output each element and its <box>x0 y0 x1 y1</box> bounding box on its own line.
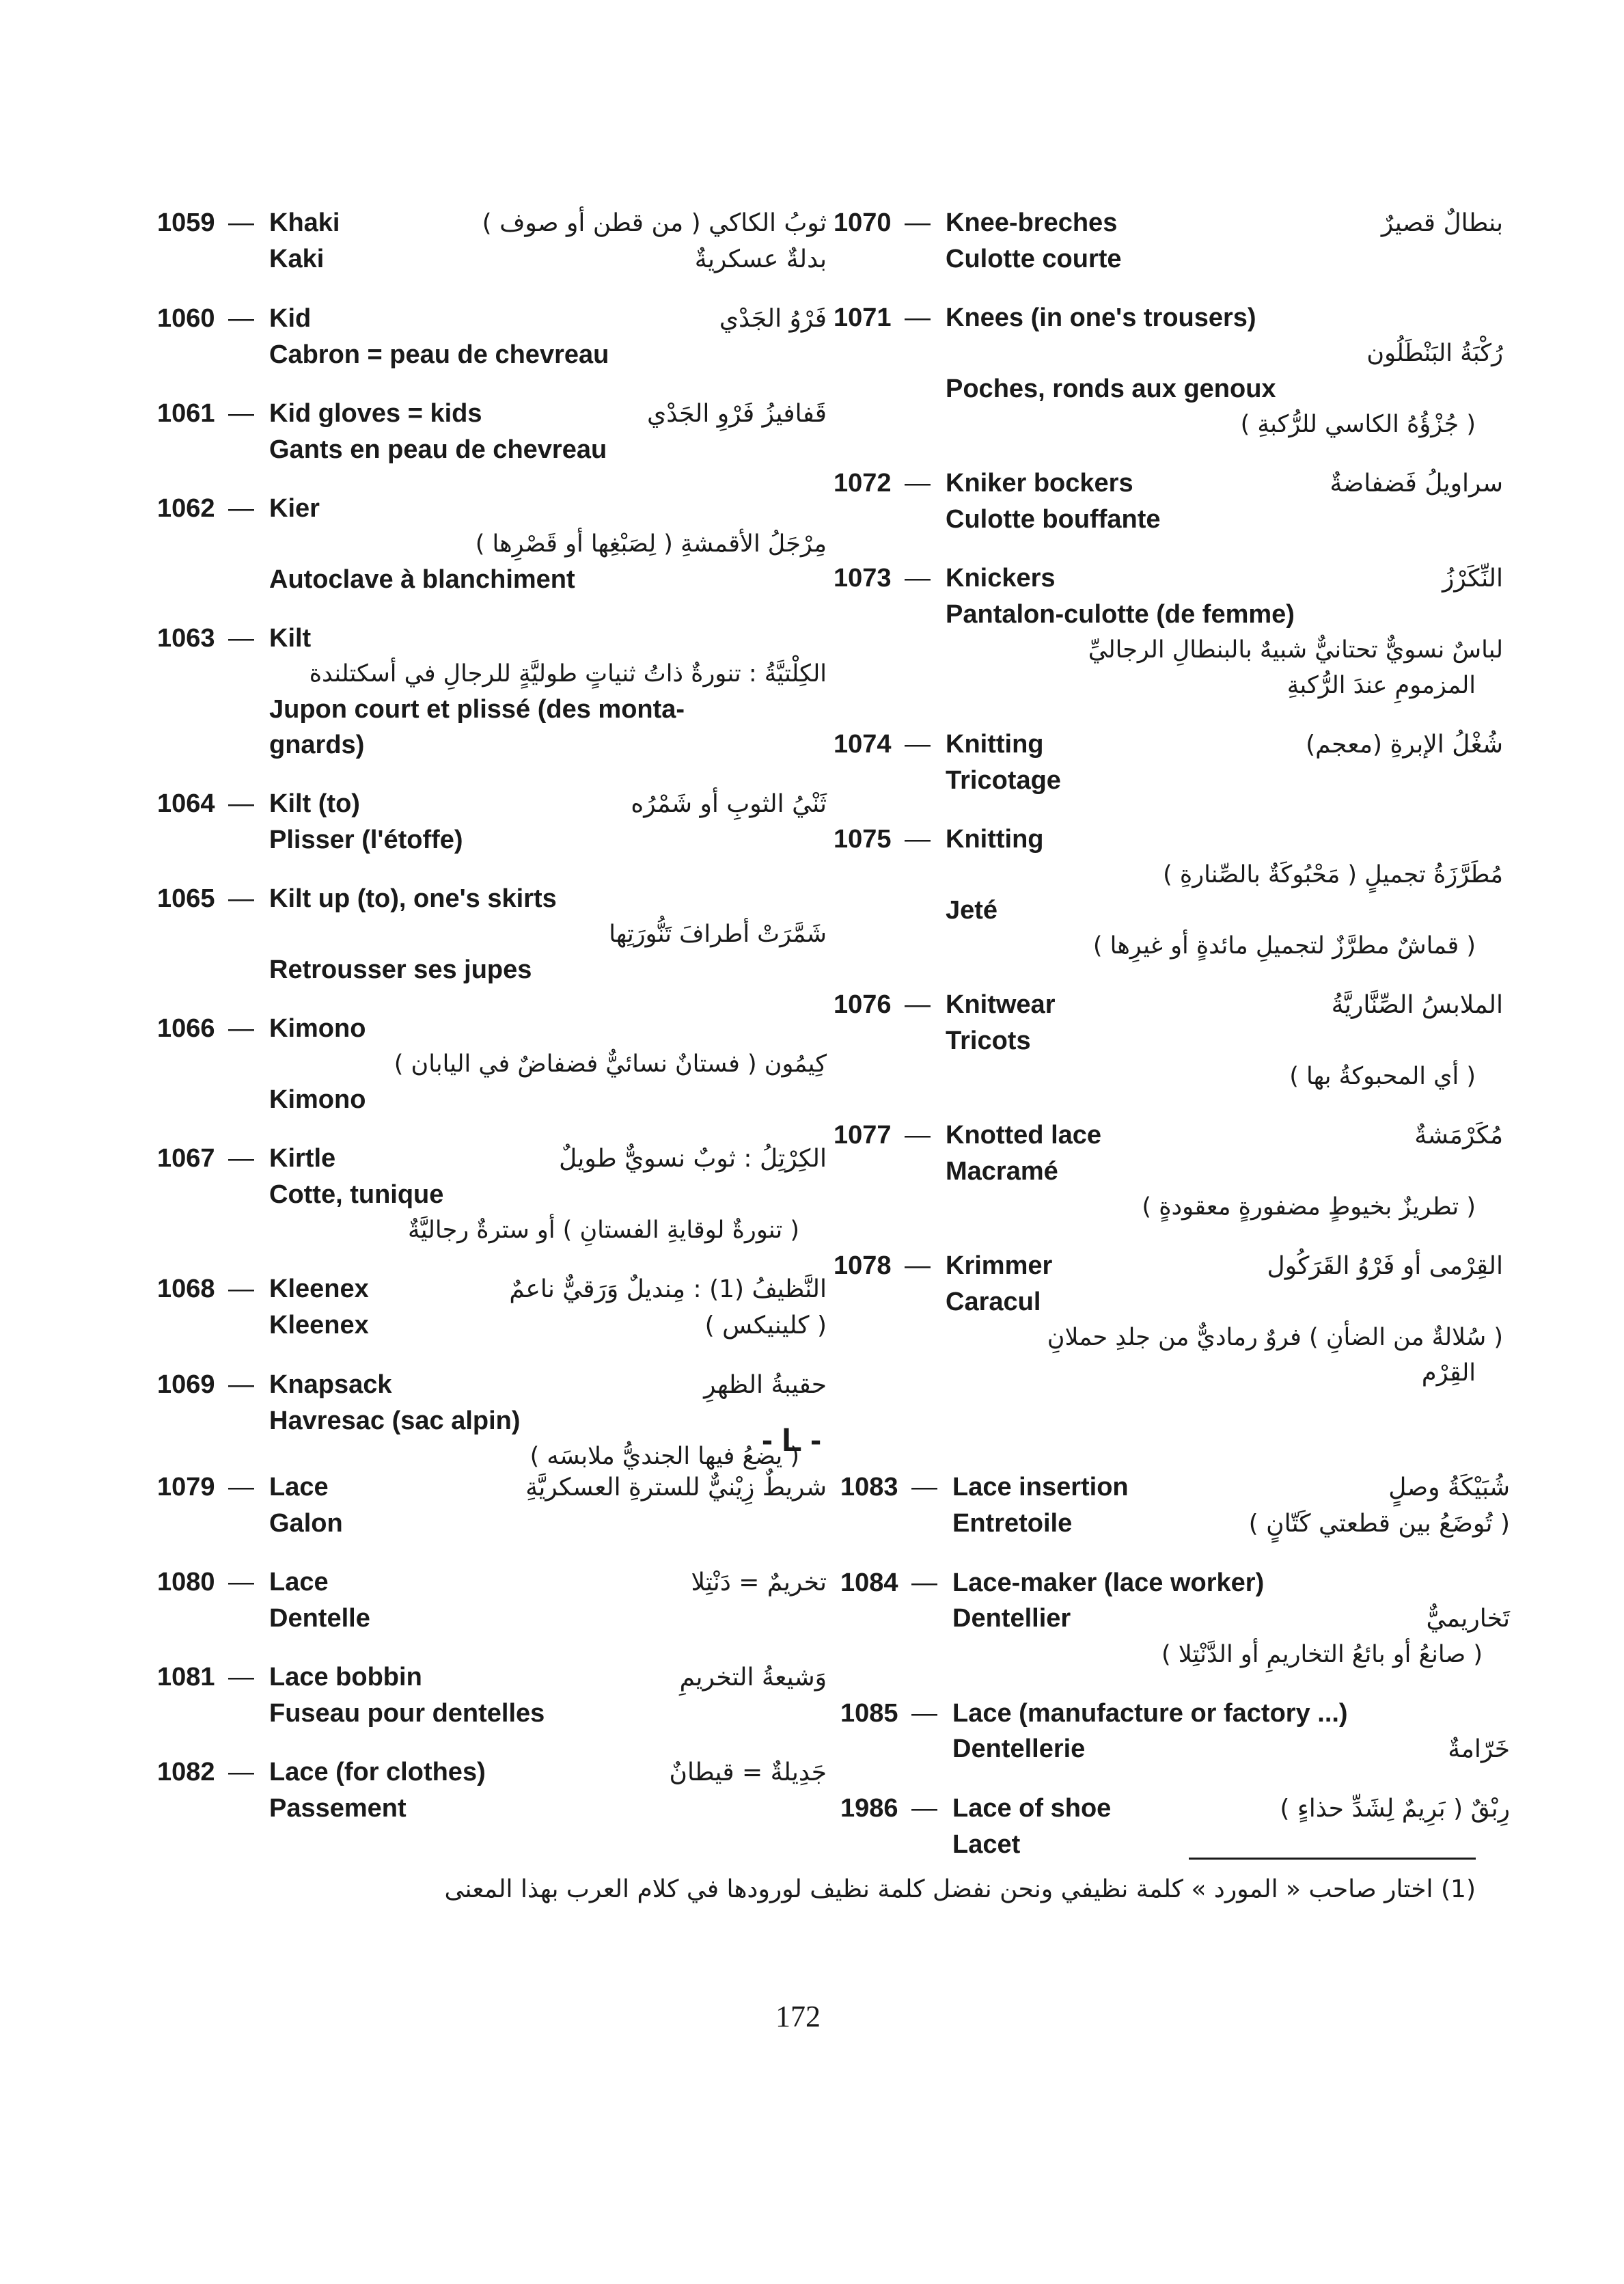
l-left-column <box>157 1469 827 1849</box>
entry-number: 1070 <box>834 208 892 237</box>
entry-number: 1077 <box>834 1121 892 1150</box>
french-term: Culotte courte <box>946 245 1122 273</box>
arabic-term: مِرْجَلُ الأقمشةِ ( لِصَبْغِها أو قَصْرِها ) <box>475 530 827 558</box>
french-term-cont: gnards) <box>269 731 365 759</box>
french-term: Dentellier <box>952 1604 1071 1633</box>
french-term: Lacet <box>952 1830 1021 1859</box>
entry-number: 1986 <box>840 1794 898 1823</box>
french-term: Passement <box>269 1794 407 1823</box>
english-term: Lace insertion <box>952 1473 1129 1501</box>
french-term: Havresac (sac alpin) <box>269 1406 521 1435</box>
arabic-term: الملابسُ الصِّنَّاريَّةُ <box>1331 991 1503 1019</box>
french-term: Jeté <box>946 896 998 925</box>
arabic-term: جَدِيلةٌ = قيطانٌ <box>669 1758 827 1786</box>
entry-1986: 1986 — Lace of shoe رِبْقٌ ( بَرِيمٌ لِشَدِّ حذاءٍ ) Lacet <box>840 1791 1510 1862</box>
entry-number: 1062 <box>157 494 215 523</box>
entry-1066: 1066 — Kimono كِيمُون ( فستانٌ نسائيٌّ فضفاضٌ في اليابان ) Kimono <box>157 1011 827 1117</box>
english-term: Lace (manufacture or factory ...) <box>952 1699 1348 1728</box>
english-term: Knitting <box>946 825 1044 854</box>
french-term: Kaki <box>269 245 325 273</box>
english-term: Kid gloves = kids <box>269 399 482 428</box>
french-term: Plisser (l'étoffe) <box>269 826 463 854</box>
entry-number: 1060 <box>157 304 215 333</box>
arabic-term: شُبَيْكَةُ وصلٍ <box>1388 1473 1510 1501</box>
right-column <box>834 205 1503 1414</box>
entry-1062: 1062 — Kier مِرْجَلُ الأقمشةِ ( لِصَبْغِها أو قَصْرِها ) Autoclave à blanchiment <box>157 491 827 597</box>
arabic-gloss-2: القِرْم <box>1421 1359 1476 1387</box>
entry-1075: 1075 — Knitting مُطَرَّزَةُ تجميلٍ ( مَحْبُوكَةٌ بالصِّنارةِ ) Jeté ( قماشٌ مطرَّزٌ لتجميلِ مائدةٍ أو غيرِها ) <box>834 821 1503 964</box>
english-term: Knickers <box>946 564 1056 593</box>
english-term: Knees (in one's trousers) <box>946 303 1256 332</box>
arabic-term: النِّكَرْزُ <box>1442 565 1503 593</box>
entry-1070: 1070 — Knee-breches بنطالٌ قصيرٌ Culotte courte <box>834 205 1503 277</box>
arabic-term: القِرْمى أو فَرْوُ القَرَكُول <box>1267 1252 1503 1280</box>
french-term: Dentellerie <box>952 1735 1086 1763</box>
entry-1061: 1061 — Kid gloves = kids قَفافيزُ فَرْوِ الجَدْي Gants en peau de chevreau <box>157 396 827 467</box>
french-term: Jupon court et plissé (des monta- <box>269 695 685 724</box>
english-term: Kirtle <box>269 1144 336 1173</box>
arabic-gloss: ( صانعُ أو بائعُ التخاريمِ أو الدَّنْتِلا ) <box>1161 1641 1483 1668</box>
entry-number: 1079 <box>157 1473 215 1501</box>
arabic-term: فَرْوُ الجَدْي <box>719 305 827 333</box>
entry-1078: 1078 — Krimmer القِرْمى أو فَرْوُ القَرَكُول Caracul ( سُلالةٌ من الضأنِ ) فروٌ رماديٌّ من جلدِ حملانِ القِرْم <box>834 1248 1503 1391</box>
arabic-term-2: ( كلينيكس ) <box>704 1311 827 1340</box>
french-term: Pantalon-culotte (de femme) <box>946 600 1295 629</box>
arabic-term: الكِرْتِلُ : ثوبٌ نسويٌّ طويلٌ <box>559 1145 827 1173</box>
arabic-term: مُكَرْمَشةٌ <box>1414 1121 1503 1150</box>
english-term: Kleenex <box>269 1275 369 1303</box>
english-term: Kniker bockers <box>946 469 1133 498</box>
english-term: Kier <box>269 494 320 523</box>
footnote-divider <box>1189 1858 1476 1860</box>
english-term: Lace-maker (lace worker) <box>952 1568 1265 1597</box>
arabic-term: وَشيعةُ التخريمِ <box>679 1663 827 1691</box>
french-term: Galon <box>269 1509 343 1538</box>
english-term: Kid <box>269 304 312 333</box>
entry-number: 1083 <box>840 1473 898 1501</box>
arabic-gloss-2: المزمومِ عندَ الرُّكبةِ <box>1286 672 1476 699</box>
entry-number: 1072 <box>834 469 892 498</box>
entry-number: 1065 <box>157 884 215 913</box>
entry-1073: 1073 — Knickers النِّكَرْزُ Pantalon-culotte (de femme) لباسٌ نسويٌّ تحتانيٌّ شبيهٌ بالبنطالِ الرجاليِّ المزمومِ عندَ الرُّكبةِ <box>834 560 1503 703</box>
left-column <box>157 205 827 1497</box>
english-term: Kimono <box>269 1014 366 1043</box>
section-letter: - L - <box>762 1422 822 1458</box>
footnote: (1) اختار صاحب « المورد » كلمة نظيفي ونحن نفضل كلمة نظيف لورودها في كلام العرب بهذا المعنى <box>444 1875 1476 1903</box>
entry-number: 1066 <box>157 1014 215 1043</box>
french-term: Caracul <box>946 1288 1041 1316</box>
arabic-gloss: ( قماشٌ مطرَّزٌ لتجميلِ مائدةٍ أو غيرِها ) <box>1092 932 1476 960</box>
arabic-term-2: بدلةٌ عسكريةٌ <box>694 245 827 273</box>
entry-1085: 1085 — Lace (manufacture or factory ...) Dentellerie خَرّامةٌ <box>840 1696 1510 1767</box>
french-term: Retrousser ses jupes <box>269 955 532 984</box>
arabic-term: شَمَّرَتْ أطرافَ تَنُّورَتِها <box>609 921 827 948</box>
french-term: Entretoile <box>952 1509 1073 1538</box>
arabic-term: تخريمٌ = دَنْتِلا <box>691 1568 827 1596</box>
english-term: Krimmer <box>946 1251 1053 1280</box>
entry-number: 1068 <box>157 1275 215 1303</box>
entry-number: 1080 <box>157 1568 215 1596</box>
french-term: Tricots <box>946 1027 1031 1055</box>
french-term: Gants en peau de chevreau <box>269 435 607 464</box>
arabic-term: سراويلُ فَضفاضةٌ <box>1330 470 1503 498</box>
arabic-gloss: ( سُلالةٌ من الضأنِ ) فروٌ رماديٌّ من جلدِ حملانِ <box>1047 1324 1503 1351</box>
arabic-term: ثوبُ الكاكي ( من قطن أو صوف ) <box>482 209 827 237</box>
english-term: Lace <box>269 1568 329 1596</box>
arabic-term: النَّظيفُ (1) : مِنديلٌ وَرَقيٌّ ناعمٌ <box>509 1275 827 1303</box>
arabic-gloss: ( تنورةٌ لوقايةِ الفستانِ ) أو سترةٌ رجاليَّةٌ <box>407 1216 799 1244</box>
entry-1081: 1081 — Lace bobbin وَشيعةُ التخريمِ Fuseau pour dentelles <box>157 1659 827 1731</box>
arabic-term: تَخاريميٌّ <box>1426 1605 1510 1633</box>
english-term: Knitting <box>946 730 1044 759</box>
arabic-term: رُكْبَةُ البَنْطَلُون <box>1366 340 1503 367</box>
entry-1065: 1065 — Kilt up (to), one's skirts شَمَّرَتْ أطرافَ تَنُّورَتِها Retrousser ses jupes <box>157 881 827 988</box>
french-term: Dentelle <box>269 1604 370 1633</box>
english-term: Lace bobbin <box>269 1663 422 1691</box>
page-number: 172 <box>775 2000 821 2033</box>
arabic-gloss: لباسٌ نسويٌّ تحتانيٌّ شبيهٌ بالبنطالِ الرجاليِّ <box>1088 636 1503 664</box>
english-term: Knitwear <box>946 990 1056 1019</box>
arabic-gloss: ( يضعُ فيها الجنديُّ ملابسَه ) <box>529 1443 799 1470</box>
entry-number: 1081 <box>157 1663 215 1691</box>
french-term: Fuseau pour dentelles <box>269 1699 545 1728</box>
entry-1063: 1063 — Kilt الكِلْتيَّةُ : تنورةٌ ذاتُ ثنياتٍ طوليَّةٍ للرجالِ في أسكتلندة Jupon court et plissé (des monta- gnards) <box>157 621 827 763</box>
arabic-term: رِبْقٌ ( بَرِيمٌ لِشَدِّ حذاءٍ ) <box>1280 1795 1510 1823</box>
french-term: Cabron = peau de chevreau <box>269 340 609 369</box>
english-term: Knotted lace <box>946 1121 1102 1150</box>
arabic-gloss: ( جُزْؤُهُ الكاسي للرُّكبةِ ) <box>1240 411 1476 438</box>
arabic-gloss: ( أي المحبوكةُ بها ) <box>1289 1063 1476 1090</box>
entry-number: 1064 <box>157 789 215 818</box>
entry-number: 1061 <box>157 399 215 428</box>
french-term: Macramé <box>946 1157 1058 1186</box>
french-term: Poches, ronds aux genoux <box>946 375 1276 403</box>
entry-1071: 1071 — Knees (in one's trousers) رُكْبَةُ البَنْطَلُون Poches, ronds aux genoux ( جُزْؤُهُ الكاسي للرُّكبةِ ) <box>834 300 1503 442</box>
entry-number: 1071 <box>834 303 892 332</box>
entry-1074: 1074 — Knitting شُغْلُ الإبرةِ (معجم) Tricotage <box>834 726 1503 798</box>
entry-number: 1074 <box>834 730 892 759</box>
entry-number: 1069 <box>157 1370 215 1399</box>
french-term: Autoclave à blanchiment <box>269 565 575 594</box>
arabic-term: مُطَرَّزَةُ تجميلٍ ( مَحْبُوكَةٌ بالصِّنارةِ ) <box>1163 861 1503 888</box>
entry-number: 1075 <box>834 825 892 854</box>
english-term: Knapsack <box>269 1370 392 1399</box>
entry-1084: 1084 — Lace-maker (lace worker) Dentellier تَخاريميٌّ ( صانعُ أو بائعُ التخاريمِ أو الدَّنْتِلا ) <box>840 1565 1510 1672</box>
arabic-term: بنطالٌ قصيرٌ <box>1381 209 1503 237</box>
entry-number: 1067 <box>157 1144 215 1173</box>
entry-1069: 1069 — Knapsack حقيبةُ الظهرِ Havresac (sac alpin) ( يضعُ فيها الجنديُّ ملابسَه ) <box>157 1367 827 1474</box>
english-term: Lace (for clothes) <box>269 1758 486 1786</box>
entry-1076: 1076 — Knitwear الملابسُ الصِّنَّاريَّةُ Tricots ( أي المحبوكةُ بها ) <box>834 987 1503 1094</box>
english-term: Knee-breches <box>946 208 1118 237</box>
arabic-gloss: ( تطريزٌ بخيوطٍ مضفورةٍ معقودةٍ ) <box>1142 1193 1476 1221</box>
entry-1080: 1080 — Lace تخريمٌ = دَنْتِلا Dentelle <box>157 1564 827 1636</box>
arabic-term: حقيبةُ الظهرِ <box>704 1371 827 1399</box>
entry-1059: 1059 — Khaki ثوبُ الكاكي ( من قطن أو صوف ) Kaki بدلةٌ عسكريةٌ <box>157 205 827 277</box>
l-right-column <box>840 1469 1510 1886</box>
entry-1068: 1068 — Kleenex النَّظيفُ (1) : مِنديلٌ وَرَقيٌّ ناعمٌ Kleenex ( كلينيكس ) <box>157 1271 827 1344</box>
entry-number: 1082 <box>157 1758 215 1786</box>
entry-number: 1085 <box>840 1699 898 1728</box>
arabic-term: الكِلْتيَّةُ : تنورةٌ ذاتُ ثنياتٍ طوليَّةٍ للرجالِ في أسكتلندة <box>309 660 827 688</box>
entry-1064: 1064 — Kilt (to) ثَنْيُ الثوبِ أو شَمْرُه Plisser (l'étoffe) <box>157 786 827 858</box>
entry-1082: 1082 — Lace (for clothes) جَدِيلةٌ = قيطانٌ Passement <box>157 1754 827 1826</box>
entry-number: 1078 <box>834 1251 892 1280</box>
arabic-term-2: ( تُوضَعُ بين قطعتي كَتّانٍ ) <box>1248 1510 1510 1538</box>
english-term: Lace <box>269 1473 329 1501</box>
entry-1072: 1072 — Kniker bockers سراويلُ فَضفاضةٌ Culotte bouffante <box>834 465 1503 537</box>
english-term: Kilt (to) <box>269 789 360 818</box>
french-term: Cotte, tunique <box>269 1180 444 1209</box>
arabic-term: شُغْلُ الإبرةِ (معجم) <box>1306 731 1503 759</box>
entry-1079: 1079 — Lace شريطٌ زِيْنيٌّ للسترةِ العسكريَّةِ Galon <box>157 1469 827 1541</box>
entry-number: 1084 <box>840 1568 898 1597</box>
arabic-term: قَفافيزُ فَرْوِ الجَدْي <box>647 400 827 428</box>
english-term: Lace of shoe <box>952 1794 1112 1823</box>
arabic-term: شريطٌ زِيْنيٌّ للسترةِ العسكريَّةِ <box>525 1473 827 1501</box>
entry-1067: 1067 — Kirtle الكِرْتِلُ : ثوبٌ نسويٌّ طويلٌ Cotte, tunique ( تنورةٌ لوقايةِ الفستانِ ) أو سترةٌ رجاليَّةٌ <box>157 1141 827 1248</box>
entry-number: 1059 <box>157 208 215 237</box>
entry-1060: 1060 — Kid فَرْوُ الجَدْي Cabron = peau de chevreau <box>157 301 827 372</box>
english-term: Kilt up (to), one's skirts <box>269 884 557 913</box>
entry-number: 1073 <box>834 564 892 593</box>
entry-1083: 1083 — Lace insertion شُبَيْكَةُ وصلٍ Entretoile ( تُوضَعُ بين قطعتي كَتّانٍ ) <box>840 1469 1510 1542</box>
english-term: Khaki <box>269 208 340 237</box>
entry-number: 1076 <box>834 990 892 1019</box>
french-term: Culotte bouffante <box>946 505 1161 534</box>
english-term: Kilt <box>269 624 312 653</box>
french-term: Kimono <box>269 1085 366 1114</box>
entry-1077: 1077 — Knotted lace مُكَرْمَشةٌ Macramé ( تطريزٌ بخيوطٍ مضفورةٍ معقودةٍ ) <box>834 1117 1503 1225</box>
arabic-term: ثَنْيُ الثوبِ أو شَمْرُه <box>631 790 827 818</box>
entry-number: 1063 <box>157 624 215 653</box>
french-term: Kleenex <box>269 1311 369 1340</box>
arabic-term: كِيمُون ( فستانٌ نسائيٌّ فضفاضٌ في اليابان ) <box>394 1050 827 1078</box>
arabic-term: خَرّامةٌ <box>1448 1735 1510 1763</box>
french-term: Tricotage <box>946 766 1061 795</box>
